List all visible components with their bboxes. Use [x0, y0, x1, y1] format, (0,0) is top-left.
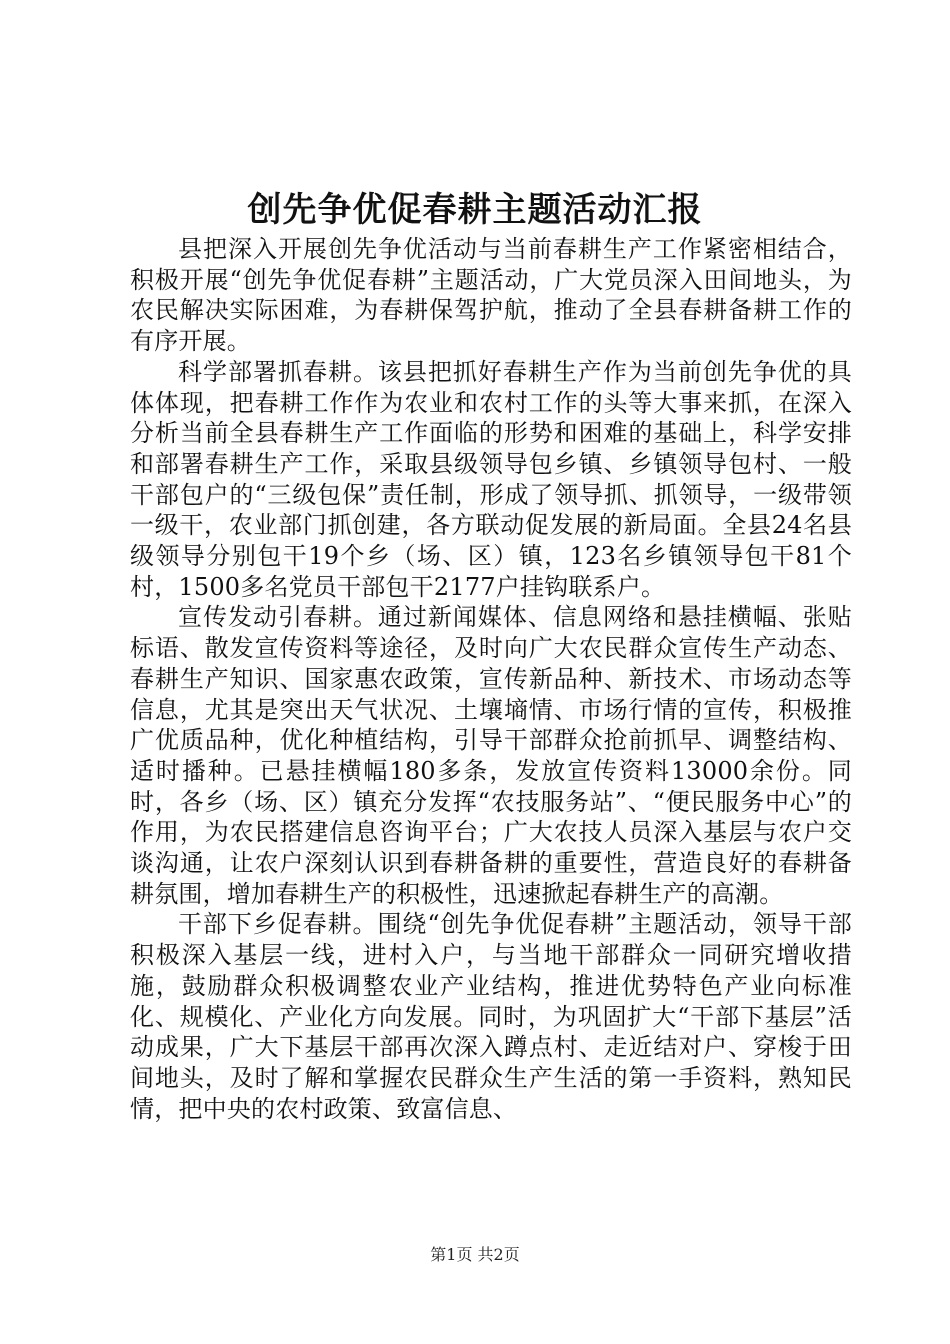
paragraph-intro: 县把深入开展创先争优活动与当前春耕生产工作紧密相结合，积极开展“创先争优促春耕”主题活动，广大党员深入田间地头，为农民解决实际困难，为春耕保驾护航，推动了全县春耕备耕工作的有序开展。 [130, 235, 852, 356]
page-number-footer: 第1页 共2页 [430, 1245, 520, 1264]
document-title: 创先争优促春耕主题活动汇报 [247, 190, 703, 230]
paragraph-publicity: 宣传发动引春耕。通过新闻媒体、信息网络和悬挂横幅、张贴标语、散发宣传资料等途径，及时向广大农民群众宣传生产动态、春耕生产知识、国家惠农政策，宣传新品种、新技术、市场动态等信息，尤其是突出天气状况、土壤墒情、市场行情的宣传，积极推广优质品种，优化种植结构，引导干部群众抢前抓早、调整结构、适时播种。已悬挂横幅180多条，发放宣传资料13000余份。同时，各乡（场、区）镇充分发挥“农技服务站”、“便民服务中心”的作用，为农民搭建信息咨询平台；广大农技人员深入基层与农户交谈沟通，让农户深刻认识到春耕备耕的重要性，营造良好的春耕备耕氛围，增加春耕生产的积极性，迅速掀起春耕生产的高潮。 [130, 603, 852, 908]
paragraph-cadres-to-countryside: 干部下乡促春耕。围绕“创先争优促春耕”主题活动，领导干部积极深入基层一线，进村入户，与当地干部群众一同研究增收措施，鼓励群众积极调整农业产业结构，推进优势特色产业向标准化、规模化、产业化方向发展。同时，为巩固扩大“干部下基层”活动成果，广大下基层干部再次深入蹲点村、走近结对户、穿梭于田间地头，及时了解和掌握农民群众生产生活的第一手资料，熟知民情，把中央的农村政策、致富信息、 [130, 910, 852, 1123]
document-body [130, 234, 852, 1124]
paragraph-scientific-deployment: 科学部署抓春耕。该县把抓好春耕生产作为当前创先争优的具体体现，把春耕工作作为农业和农村工作的头等大事来抓，在深入分析当前全县春耕生产工作面临的形势和困难的基础上，科学安排和部署春耕生产工作，采取县级领导包乡镇、乡镇领导包村、一般干部包户的“三级包保”责任制，形成了领导抓、抓领导，一级带领一级干，农业部门抓创建，各方联动促发展的新局面。全县24名县级领导分别包干19个乡（场、区）镇，123名乡镇领导包干81个村，1500多名党员干部包干2177户挂钩联系户。 [130, 357, 852, 601]
